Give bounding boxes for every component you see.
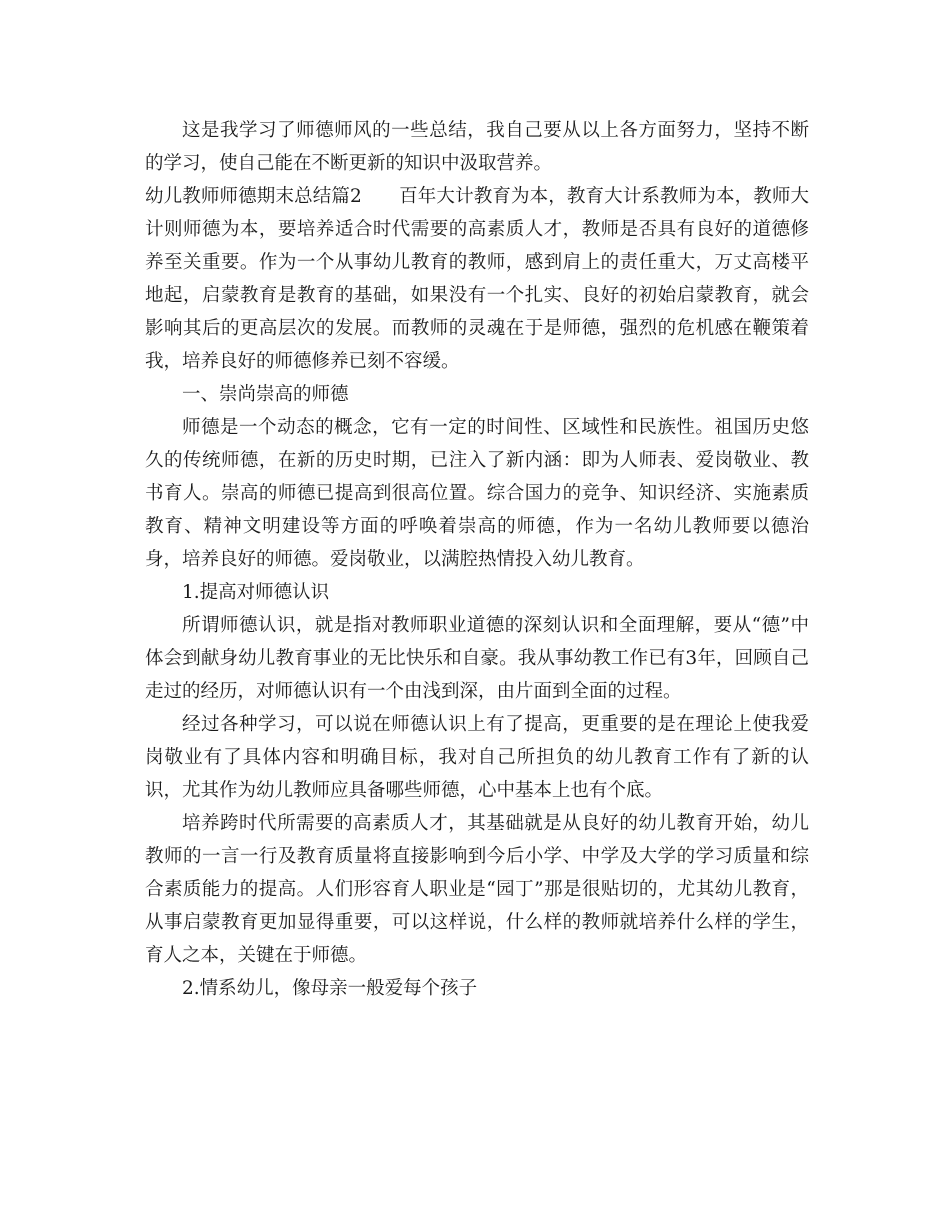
paragraph-summary: 这是我学习了师德师风的一些总结，我自己要从以上各方面努力，坚持不断的学习，使自己能在不断更新的知识中汲取营养。 [145, 120, 809, 174]
paragraph-talent-cultivation: 培养跨时代所需要的高素质人才，其基础就是从良好的幼儿教育开始，幼儿教师的一言一行及教育质量将直接影响到今后小学、中学及大学的学习质量和综合素质能力的提高。人们形容育人职业是“园丁”那是很贴切的，尤其幼儿教育，从事启蒙教育更加显得重要，可以这样说，什么样的教师就培养什么样的学生，育人之本，关键在于师德。 [145, 813, 809, 966]
document-body [145, 114, 809, 1005]
paragraph-learning: 经过各种学习，可以说在师德认识上有了提高，更重要的是在理论上使我爱岗敬业有了具体内容和明确目标，我对自己所担负的幼儿教育工作有了新的认识，尤其作为幼儿教师应具备哪些师德，心中基本上也有个底。 [145, 714, 809, 801]
subheading-2: 2.情系幼儿，像母亲一般爱每个孩子 [182, 978, 478, 999]
section-heading-1: 一、崇尚崇高的师德 [182, 384, 349, 405]
paragraph-ethics-awareness: 所谓师德认识，就是指对教师职业道德的深刻认识和全面理解，要从“德”中体会到献身幼儿教育事业的无比快乐和自豪。我从事幼教工作已有3年，回顾自己走过的经历，对师德认识有一个由浅到深，由片面到全面的过程。 [145, 615, 809, 702]
paragraph-teacher-ethics: 师德是一个动态的概念，它有一定的时间性、区域性和民族性。祖国历史悠久的传统师德，在新的历史时期，已注入了新内涵：即为人师表、爱岗敬业、教书育人。崇高的师德已提高到很高位置。综合国力的竞争、知识经济、实施素质教育、精神文明建设等方面的呼唤着崇高的师德，作为一名幼儿教师要以德治身，培养良好的师德。爱岗敬业，以满腔热情投入幼儿教育。 [145, 417, 809, 570]
paragraph-article-title-intro: 幼儿教师师德期末总结篇2 百年大计教育为本，教育大计系教师为本，教师大计则师德为本，要培养适合时代需要的高素质人才，教师是否具有良好的道德修养至关重要。作为一个从事幼儿教育的教师，感到肩上的责任重大，万丈高楼平地起，启蒙教育是教育的基础，如果没有一个扎实、良好的初始启蒙教育，就会影响其后的更高层次的发展。而教师的灵魂在于是师德，强烈的危机感在鞭策着我，培养良好的师德修养已刻不容缓。 [145, 186, 809, 372]
subheading-1: 1.提高对师德认识 [182, 582, 330, 603]
